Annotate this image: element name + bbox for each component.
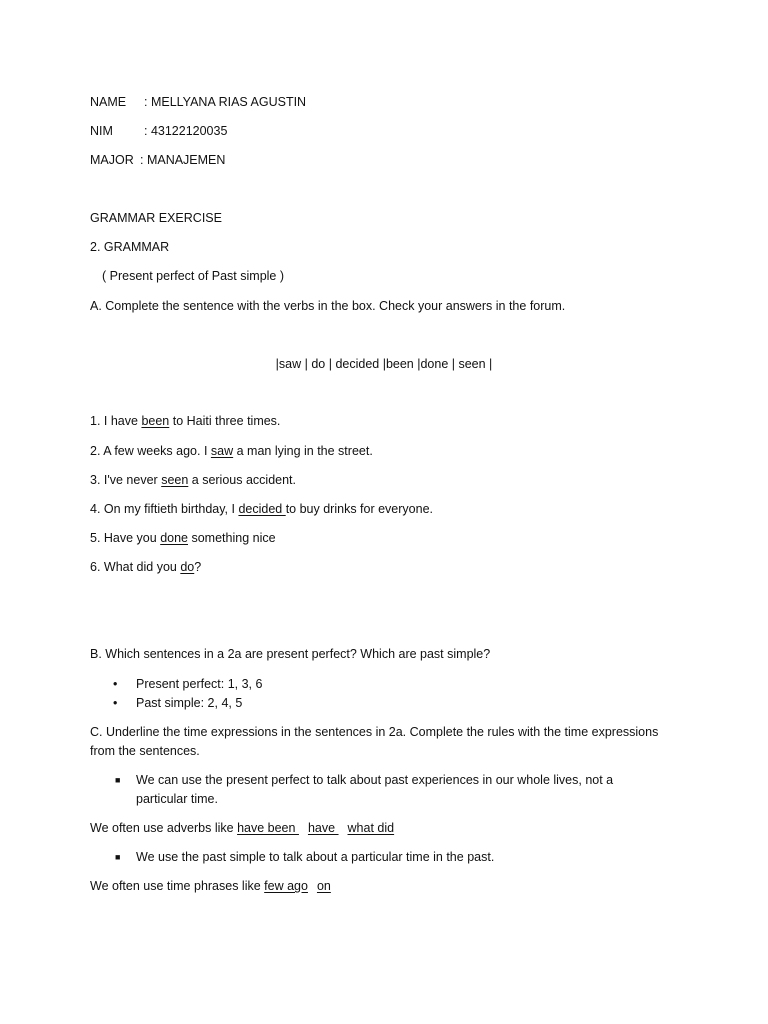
part-c-instruction-line-2: from the sentences. xyxy=(90,744,200,758)
exercise-item-4 xyxy=(90,501,433,517)
item-answer: done xyxy=(160,531,188,545)
nim-value: : 43122120035 xyxy=(144,124,228,138)
item-answer: saw xyxy=(210,444,234,458)
exercise-item-2 xyxy=(90,443,373,459)
nim-label: NIM xyxy=(90,124,113,138)
phrases-line xyxy=(90,878,331,894)
item-text-before: 6. What did you xyxy=(90,560,181,574)
section-title: 2. GRAMMAR xyxy=(90,240,170,254)
bullet-icon: • xyxy=(113,677,118,691)
exercise-item-6 xyxy=(90,559,201,575)
rule-1-line-2: particular time. xyxy=(136,792,218,806)
adverb-answer: what did xyxy=(347,821,395,835)
major-row xyxy=(90,152,225,168)
name-value: : MELLYANA RIAS AGUSTIN xyxy=(144,95,307,109)
item-text-before: 3. I've never xyxy=(90,473,162,487)
answer-past-simple: Past simple: 2, 4, 5 xyxy=(136,696,243,710)
word-box: |saw | do | decided |been |done | seen | xyxy=(275,357,493,371)
square-bullet-icon: ■ xyxy=(115,852,121,862)
adverb-answer: have been xyxy=(237,821,299,835)
item-answer: been xyxy=(141,414,170,428)
major-label: MAJOR xyxy=(90,153,134,167)
major-value: : MANAJEMEN xyxy=(140,153,226,167)
adverbs-line xyxy=(90,820,394,836)
part-b-question: B. Which sentences in a 2a are present perfect? Which are past simple? xyxy=(90,647,491,661)
part-c-instruction-line-1: C. Underline the time expressions in the sentences in 2a. Complete the rules with the time expressions xyxy=(90,725,659,739)
exercise-item-3 xyxy=(90,472,296,488)
item-answer: do xyxy=(180,560,195,574)
name-label: NAME xyxy=(90,95,127,109)
phrase-answer: few ago xyxy=(264,879,308,893)
section-subtitle: ( Present perfect of Past simple ) xyxy=(102,269,285,283)
exercise-item-1 xyxy=(90,413,280,429)
item-text-before: 2. A few weeks ago. I xyxy=(90,444,211,458)
item-text-before: 1. I have xyxy=(90,414,142,428)
document-title: GRAMMAR EXERCISE xyxy=(90,211,222,225)
item-answer: seen xyxy=(161,473,189,487)
exercise-item-5 xyxy=(90,530,276,546)
item-text-after: a man lying in the street. xyxy=(233,444,373,458)
name-row xyxy=(90,94,306,110)
item-text-before: 5. Have you xyxy=(90,531,161,545)
bullet-icon: • xyxy=(113,696,118,710)
phrase-answer: on xyxy=(316,879,331,893)
item-text-after: to buy drinks for everyone. xyxy=(285,502,433,516)
item-text-after: a serious accident. xyxy=(188,473,296,487)
item-answer: decided xyxy=(238,502,286,516)
rule-2: We use the past simple to talk about a particular time in the past. xyxy=(136,850,495,864)
adverbs-prefix: We often use adverbs like xyxy=(90,821,238,835)
answer-present-perfect: Present perfect: 1, 3, 6 xyxy=(136,677,263,691)
part-a-instruction: A. Complete the sentence with the verbs in the box. Check your answers in the forum. xyxy=(90,299,566,313)
item-text-after: something nice xyxy=(188,531,276,545)
item-text-after: ? xyxy=(194,560,202,574)
nim-row xyxy=(90,123,227,139)
phrases-prefix: We often use time phrases like xyxy=(90,879,265,893)
square-bullet-icon: ■ xyxy=(115,775,121,785)
item-text-before: 4. On my fiftieth birthday, I xyxy=(90,502,239,516)
item-text-after: to Haiti three times. xyxy=(169,414,281,428)
rule-1-line-1: We can use the present perfect to talk about past experiences in our whole lives, not a xyxy=(136,773,614,787)
adverb-answer: have xyxy=(307,821,339,835)
